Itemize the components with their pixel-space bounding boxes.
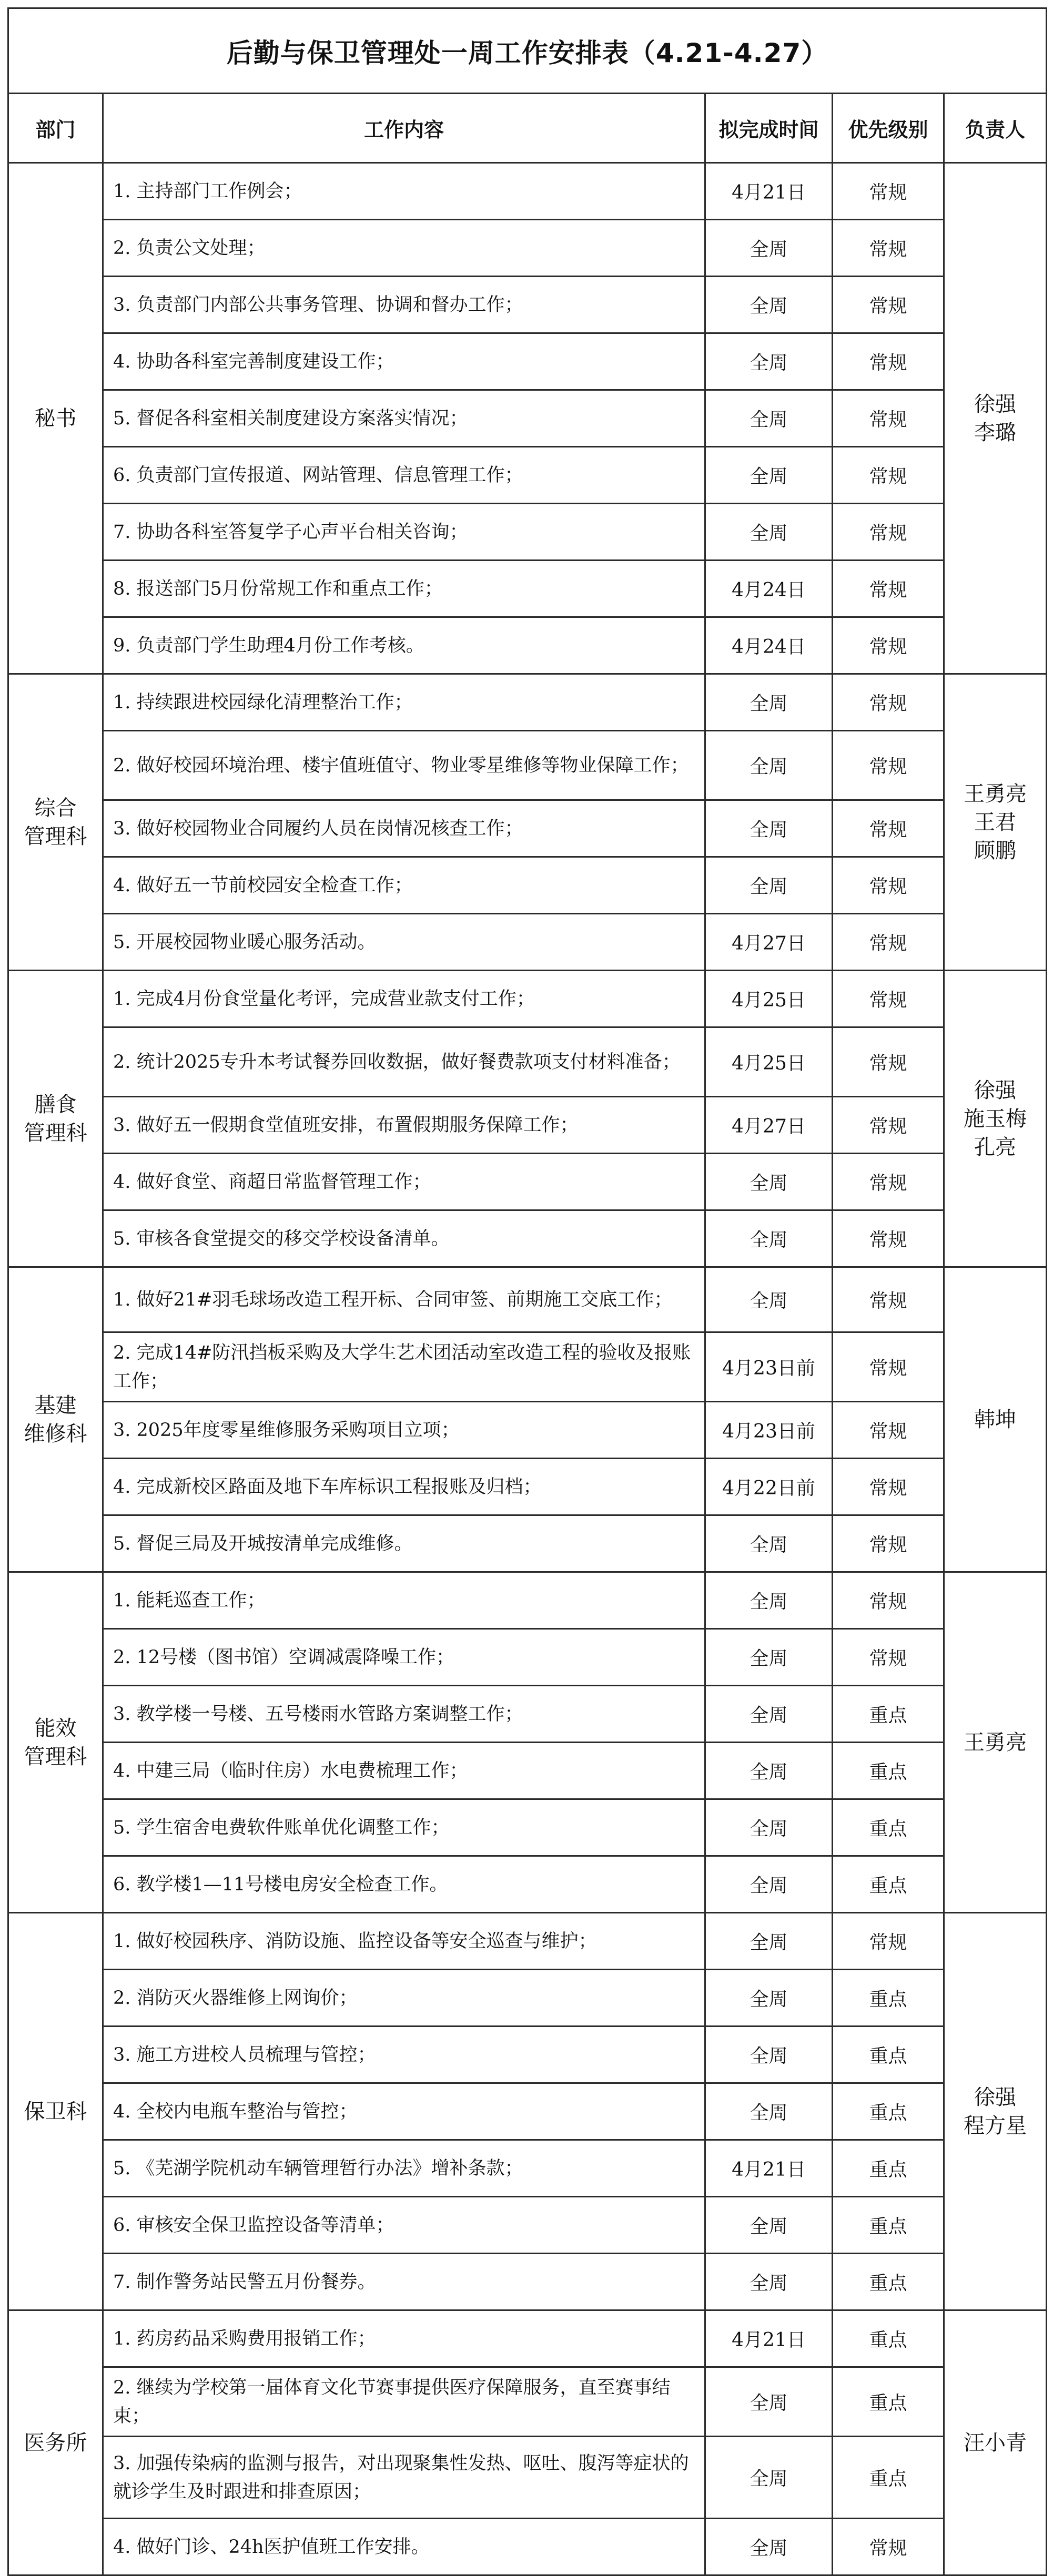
priority-cell: 常规 xyxy=(833,504,944,561)
due-date-cell: 4月23日前 xyxy=(705,1332,833,1402)
owner-name: 徐强 xyxy=(974,392,1016,416)
department-cell xyxy=(8,1572,103,1913)
priority-cell: 常规 xyxy=(833,277,944,333)
table-row xyxy=(8,674,1047,731)
department-name-line: 保卫科 xyxy=(24,2099,87,2124)
priority-cell: 重点 xyxy=(833,1970,944,2027)
priority-cell: 常规 xyxy=(833,617,944,674)
priority-cell: 常规 xyxy=(833,674,944,731)
table-row xyxy=(8,617,1047,674)
table-row xyxy=(8,1097,1047,1154)
department-cell xyxy=(8,163,103,674)
priority-cell: 重点 xyxy=(833,1743,944,1799)
task-cell: 2. 继续为学校第一届体育文化节赛事提供医疗保障服务，直至赛事结束； xyxy=(103,2367,705,2437)
priority-cell: 常规 xyxy=(833,857,944,914)
task-cell: 4. 做好五一节前校园安全检查工作； xyxy=(103,857,705,914)
task-cell: 4. 全校内电瓶车整治与管控； xyxy=(103,2083,705,2140)
department-cell xyxy=(8,971,103,1267)
table-row xyxy=(8,2027,1047,2083)
table-row xyxy=(8,2140,1047,2197)
due-date-cell: 全周 xyxy=(705,2197,833,2254)
task-cell: 8. 报送部门5月份常规工作和重点工作； xyxy=(103,561,705,617)
due-date-cell: 4月21日 xyxy=(705,2140,833,2197)
task-cell: 2. 负责公文处理； xyxy=(103,220,705,277)
table-row xyxy=(8,1402,1047,1459)
table-row xyxy=(8,1210,1047,1267)
priority-cell: 常规 xyxy=(833,1629,944,1686)
due-date-cell: 全周 xyxy=(705,800,833,857)
due-date-cell: 4月24日 xyxy=(705,561,833,617)
owner-name: 王勇亮 xyxy=(964,781,1027,806)
priority-cell: 常规 xyxy=(833,447,944,504)
due-date-cell: 全周 xyxy=(705,277,833,333)
table-row xyxy=(8,1686,1047,1743)
task-cell: 1. 完成4月份食堂量化考评，完成营业款支付工作； xyxy=(103,971,705,1027)
column-header-department: 部门 xyxy=(8,94,103,163)
table-row xyxy=(8,2197,1047,2254)
department-name-line: 秘书 xyxy=(34,406,77,431)
title-row xyxy=(8,8,1047,94)
priority-cell: 常规 xyxy=(833,1515,944,1572)
task-cell: 5. 《芜湖学院机动车辆管理暂行办法》增补条款； xyxy=(103,2140,705,2197)
table-row xyxy=(8,800,1047,857)
owner-cell xyxy=(944,1267,1047,1572)
priority-cell: 常规 xyxy=(833,1459,944,1515)
priority-cell: 常规 xyxy=(833,1402,944,1459)
task-cell: 5. 督促各科室相关制度建设方案落实情况； xyxy=(103,390,705,447)
due-date-cell: 4月22日前 xyxy=(705,1459,833,1515)
due-date-cell: 全周 xyxy=(705,1629,833,1686)
priority-cell: 重点 xyxy=(833,1856,944,1913)
due-date-cell: 全周 xyxy=(705,2027,833,2083)
due-date-cell: 4月25日 xyxy=(705,971,833,1027)
priority-cell: 重点 xyxy=(833,1799,944,1856)
task-cell: 1. 主持部门工作例会； xyxy=(103,163,705,220)
table-row xyxy=(8,914,1047,971)
owner-name: 程方星 xyxy=(964,2113,1027,2138)
priority-cell: 常规 xyxy=(833,220,944,277)
owner-cell xyxy=(944,1913,1047,2310)
priority-cell: 常规 xyxy=(833,163,944,220)
priority-cell: 常规 xyxy=(833,333,944,390)
task-cell: 1. 做好校园秩序、消防设施、监控设备等安全巡查与维护； xyxy=(103,1913,705,1970)
priority-cell: 常规 xyxy=(833,731,944,800)
priority-cell: 重点 xyxy=(833,2310,944,2367)
table-row xyxy=(8,1913,1047,1970)
due-date-cell: 全周 xyxy=(705,1572,833,1629)
table-row xyxy=(8,2519,1047,2575)
priority-cell: 重点 xyxy=(833,2083,944,2140)
table-row xyxy=(8,2367,1047,2437)
table-row xyxy=(8,390,1047,447)
table-row xyxy=(8,1267,1047,1332)
owner-cell xyxy=(944,674,1047,971)
owner-name: 王勇亮 xyxy=(964,1730,1027,1755)
priority-cell: 常规 xyxy=(833,390,944,447)
due-date-cell: 全周 xyxy=(705,1515,833,1572)
department-name-line: 管理科 xyxy=(24,1744,87,1769)
due-date-cell: 全周 xyxy=(705,390,833,447)
due-date-cell: 全周 xyxy=(705,1210,833,1267)
due-date-cell: 全周 xyxy=(705,2437,833,2519)
department-name-line: 管理科 xyxy=(24,824,87,849)
priority-cell: 常规 xyxy=(833,1027,944,1097)
work-schedule-table xyxy=(7,7,1047,2576)
owner-name: 顾鹏 xyxy=(974,838,1016,863)
task-cell: 5. 学生宿舍电费软件账单优化调整工作； xyxy=(103,1799,705,1856)
task-cell: 1. 持续跟进校园绿化清理整治工作； xyxy=(103,674,705,731)
due-date-cell: 全周 xyxy=(705,2254,833,2310)
priority-cell: 常规 xyxy=(833,1332,944,1402)
header-row xyxy=(8,94,1047,163)
column-header-work-content: 工作内容 xyxy=(103,94,705,163)
table-row xyxy=(8,220,1047,277)
priority-cell: 重点 xyxy=(833,2197,944,2254)
task-cell: 1. 做好21#羽毛球场改造工程开标、合同审签、前期施工交底工作； xyxy=(103,1267,705,1332)
department-cell xyxy=(8,2310,103,2575)
task-cell: 1. 能耗巡查工作； xyxy=(103,1572,705,1629)
priority-cell: 常规 xyxy=(833,1210,944,1267)
due-date-cell: 全周 xyxy=(705,2367,833,2437)
task-cell: 6. 审核安全保卫监控设备等清单； xyxy=(103,2197,705,2254)
priority-cell: 常规 xyxy=(833,2519,944,2575)
owner-name: 王君 xyxy=(974,810,1016,834)
due-date-cell: 4月21日 xyxy=(705,163,833,220)
department-cell xyxy=(8,1267,103,1572)
task-cell: 3. 负责部门内部公共事务管理、协调和督办工作； xyxy=(103,277,705,333)
owner-name: 韩坤 xyxy=(974,1407,1016,1432)
table-row xyxy=(8,1970,1047,2027)
priority-cell: 重点 xyxy=(833,2027,944,2083)
table-row xyxy=(8,333,1047,390)
due-date-cell: 全周 xyxy=(705,1799,833,1856)
column-header-due-date: 拟完成时间 xyxy=(705,94,833,163)
due-date-cell: 全周 xyxy=(705,504,833,561)
priority-cell: 重点 xyxy=(833,2367,944,2437)
priority-cell: 重点 xyxy=(833,1686,944,1743)
priority-cell: 常规 xyxy=(833,971,944,1027)
task-cell: 1. 药房药品采购费用报销工作； xyxy=(103,2310,705,2367)
table-row xyxy=(8,561,1047,617)
task-cell: 5. 审核各食堂提交的移交学校设备清单。 xyxy=(103,1210,705,1267)
task-cell: 3. 做好五一假期食堂值班安排，布置假期服务保障工作； xyxy=(103,1097,705,1154)
table-row xyxy=(8,1572,1047,1629)
column-header-priority: 优先级别 xyxy=(833,94,944,163)
owner-name: 汪小青 xyxy=(964,2430,1027,2455)
owner-name: 孔亮 xyxy=(974,1135,1016,1159)
table-row xyxy=(8,1856,1047,1913)
due-date-cell: 全周 xyxy=(705,1686,833,1743)
due-date-cell: 全周 xyxy=(705,1743,833,1799)
due-date-cell: 4月27日 xyxy=(705,1097,833,1154)
department-cell xyxy=(8,1913,103,2310)
priority-cell: 常规 xyxy=(833,1154,944,1210)
table-body xyxy=(8,8,1047,2575)
table-row xyxy=(8,731,1047,800)
task-cell: 2. 12号楼（图书馆）空调减震降噪工作； xyxy=(103,1629,705,1686)
department-name-line: 基建 xyxy=(34,1393,77,1418)
priority-cell: 常规 xyxy=(833,1267,944,1332)
task-cell: 3. 教学楼一号楼、五号楼雨水管路方案调整工作； xyxy=(103,1686,705,1743)
owner-cell xyxy=(944,2310,1047,2575)
priority-cell: 常规 xyxy=(833,561,944,617)
table-row xyxy=(8,857,1047,914)
task-cell: 3. 加强传染病的监测与报告，对出现聚集性发热、呕吐、腹泻等症状的就诊学生及时跟进和排查原因； xyxy=(103,2437,705,2519)
table-row xyxy=(8,2254,1047,2310)
due-date-cell: 全周 xyxy=(705,857,833,914)
task-cell: 3. 2025年度零星维修服务采购项目立项； xyxy=(103,1402,705,1459)
priority-cell: 常规 xyxy=(833,1913,944,1970)
priority-cell: 重点 xyxy=(833,2254,944,2310)
task-cell: 4. 中建三局（临时住房）水电费梳理工作； xyxy=(103,1743,705,1799)
task-cell: 3. 施工方进校人员梳理与管控； xyxy=(103,2027,705,2083)
due-date-cell: 全周 xyxy=(705,2083,833,2140)
priority-cell: 重点 xyxy=(833,2140,944,2197)
department-name-line: 管理科 xyxy=(24,1121,87,1145)
table-row xyxy=(8,2310,1047,2367)
due-date-cell: 全周 xyxy=(705,1267,833,1332)
task-cell: 4. 协助各科室完善制度建设工作； xyxy=(103,333,705,390)
table-title: 后勤与保卫管理处一周工作安排表（4.21-4.27） xyxy=(8,8,1047,94)
column-header-owner: 负责人 xyxy=(944,94,1047,163)
priority-cell: 常规 xyxy=(833,800,944,857)
due-date-cell: 全周 xyxy=(705,2519,833,2575)
owner-name: 徐强 xyxy=(974,2085,1016,2110)
due-date-cell: 4月24日 xyxy=(705,617,833,674)
owner-cell xyxy=(944,971,1047,1267)
table-row xyxy=(8,1515,1047,1572)
table-row xyxy=(8,2437,1047,2519)
task-cell: 6. 负责部门宣传报道、网站管理、信息管理工作； xyxy=(103,447,705,504)
department-name-line: 综合 xyxy=(34,796,77,820)
department-name-line: 维修科 xyxy=(24,1421,87,1446)
department-name-line: 医务所 xyxy=(24,2430,87,2455)
table-row xyxy=(8,1629,1047,1686)
task-cell: 2. 做好校园环境治理、楼宇值班值守、物业零星维修等物业保障工作； xyxy=(103,731,705,800)
owner-name: 李璐 xyxy=(974,420,1016,445)
task-cell: 7. 协助各科室答复学子心声平台相关咨询； xyxy=(103,504,705,561)
table-row xyxy=(8,1459,1047,1515)
department-name-line: 能效 xyxy=(34,1716,77,1740)
table-row xyxy=(8,2083,1047,2140)
due-date-cell: 全周 xyxy=(705,1970,833,2027)
department-name-line: 膳食 xyxy=(34,1092,77,1117)
table-row xyxy=(8,163,1047,220)
owner-cell xyxy=(944,1572,1047,1913)
priority-cell: 常规 xyxy=(833,1572,944,1629)
table-row xyxy=(8,1027,1047,1097)
due-date-cell: 全周 xyxy=(705,731,833,800)
due-date-cell: 4月21日 xyxy=(705,2310,833,2367)
task-cell: 4. 做好食堂、商超日常监督管理工作； xyxy=(103,1154,705,1210)
table-row xyxy=(8,1332,1047,1402)
task-cell: 6. 教学楼1—11号楼电房安全检查工作。 xyxy=(103,1856,705,1913)
due-date-cell: 全周 xyxy=(705,1856,833,1913)
priority-cell: 常规 xyxy=(833,914,944,971)
task-cell: 9. 负责部门学生助理4月份工作考核。 xyxy=(103,617,705,674)
priority-cell: 重点 xyxy=(833,2437,944,2519)
task-cell: 3. 做好校园物业合同履约人员在岗情况核查工作； xyxy=(103,800,705,857)
due-date-cell: 全周 xyxy=(705,1913,833,1970)
due-date-cell: 全周 xyxy=(705,333,833,390)
due-date-cell: 全周 xyxy=(705,674,833,731)
owner-name: 施玉梅 xyxy=(964,1106,1027,1131)
task-cell: 2. 完成14#防汛挡板采购及大学生艺术团活动室改造工程的验收及报账工作； xyxy=(103,1332,705,1402)
table-row xyxy=(8,1743,1047,1799)
table-row xyxy=(8,447,1047,504)
table-row xyxy=(8,971,1047,1027)
due-date-cell: 全周 xyxy=(705,1154,833,1210)
table-row xyxy=(8,504,1047,561)
due-date-cell: 4月23日前 xyxy=(705,1402,833,1459)
task-cell: 4. 完成新校区路面及地下车库标识工程报账及归档； xyxy=(103,1459,705,1515)
table-row xyxy=(8,1154,1047,1210)
owner-name: 徐强 xyxy=(974,1078,1016,1103)
department-cell xyxy=(8,674,103,971)
task-cell: 2. 统计2025专升本考试餐券回收数据，做好餐费款项支付材料准备； xyxy=(103,1027,705,1097)
table-row xyxy=(8,1799,1047,1856)
table-row xyxy=(8,277,1047,333)
due-date-cell: 全周 xyxy=(705,447,833,504)
due-date-cell: 全周 xyxy=(705,220,833,277)
task-cell: 4. 做好门诊、24h医护值班工作安排。 xyxy=(103,2519,705,2575)
owner-cell xyxy=(944,163,1047,674)
priority-cell: 常规 xyxy=(833,1097,944,1154)
due-date-cell: 4月27日 xyxy=(705,914,833,971)
task-cell: 7. 制作警务站民警五月份餐券。 xyxy=(103,2254,705,2310)
due-date-cell: 4月25日 xyxy=(705,1027,833,1097)
task-cell: 5. 开展校园物业暖心服务活动。 xyxy=(103,914,705,971)
task-cell: 5. 督促三局及开城按清单完成维修。 xyxy=(103,1515,705,1572)
task-cell: 2. 消防灭火器维修上网询价； xyxy=(103,1970,705,2027)
